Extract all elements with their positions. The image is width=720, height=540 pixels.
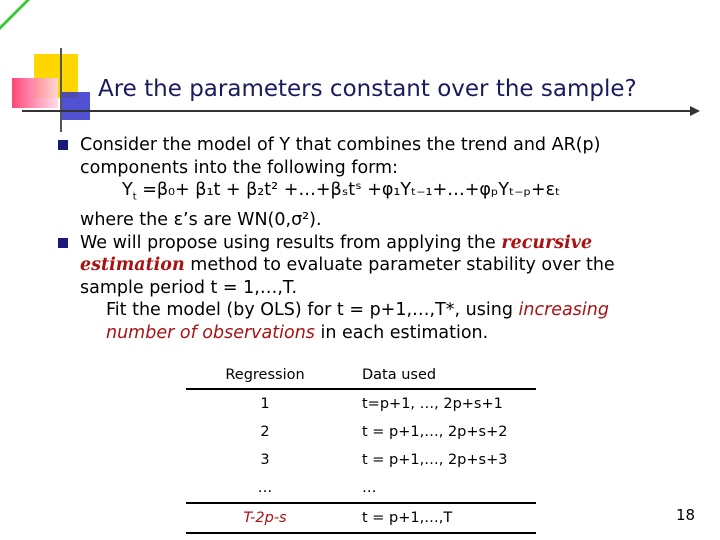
corner-decoration-inner — [0, 0, 26, 26]
page-number: 18 — [676, 506, 696, 524]
arrow-icon — [690, 106, 700, 116]
equation-rhs: =β₀+ β₁t + β₂t² +…+βₛtˢ +φ₁Yₜ₋₁+…+φₚYₜ₋ₚ+εₜ — [142, 180, 561, 200]
bullet-1 — [58, 134, 698, 232]
vertical-rule — [60, 48, 62, 132]
regression-cell: T-2p-s — [186, 503, 344, 533]
table-row — [186, 474, 536, 503]
column-header-data-used: Data used — [344, 362, 536, 389]
bullet-2-text: We will propose using results from applying the — [80, 232, 502, 253]
regression-cell: 2 — [260, 424, 270, 440]
fit-paragraph — [80, 299, 698, 344]
table-row — [186, 389, 536, 418]
equation-y: Y — [122, 180, 133, 200]
bullet-2-text: method to evaluate parameter stability over the — [184, 255, 615, 275]
bullet-1-line-1: Consider the model of Y that combines the trend and AR(p) — [80, 135, 601, 155]
regression-cell: 1 — [260, 396, 270, 412]
table-header-row — [186, 362, 536, 389]
recursive-emphasis: recursive — [501, 232, 593, 253]
bullet-square-icon — [58, 238, 68, 248]
data-used-cell: t = p+1,…, 2p+s+2 — [362, 424, 508, 440]
fit-text: in each estimation. — [314, 322, 489, 343]
blue-block-decoration — [62, 92, 90, 120]
bullet-2-line-3: sample period t = 1,…,T. — [80, 277, 298, 298]
bullet-2-line-1 — [80, 232, 698, 255]
estimation-emphasis: estimation — [80, 255, 185, 275]
table-row — [186, 503, 536, 533]
fit-text: Fit the model (by OLS) for t = p+1,…,T*, using — [106, 300, 519, 320]
slide-body — [58, 134, 698, 344]
regression-cell: … — [257, 480, 273, 496]
bullet-1-line-4: where the ε’s are WN(0,σ²). — [80, 210, 322, 230]
regression-cell: 3 — [260, 452, 270, 468]
slide-title: Are the parameters constant over the sample? — [98, 76, 637, 102]
fit-line-1 — [106, 299, 698, 322]
increasing-emphasis: increasing — [518, 300, 609, 320]
bullet-square-icon — [58, 140, 68, 150]
bullet-2 — [58, 232, 698, 300]
model-equation — [80, 179, 698, 209]
equation-y-subscript: t — [132, 191, 137, 203]
bullet-2-line-2 — [80, 254, 698, 277]
bullet-1-line-2: components into the following form: — [80, 157, 398, 178]
data-used-cell: t = p+1,…,T — [344, 503, 536, 533]
observations-emphasis: number of observations — [106, 322, 315, 343]
pink-block-decoration — [12, 78, 58, 108]
table-row — [186, 446, 536, 474]
column-header-regression: Regression — [186, 362, 344, 389]
data-used-cell: t = p+1,…, 2p+s+3 — [362, 452, 508, 468]
data-used-cell: t=p+1, …, 2p+s+1 — [362, 396, 503, 412]
title-underline — [22, 110, 692, 112]
table-row — [186, 418, 536, 446]
fit-line-2 — [106, 322, 698, 345]
data-used-cell: … — [362, 480, 377, 496]
regression-table — [186, 362, 536, 534]
